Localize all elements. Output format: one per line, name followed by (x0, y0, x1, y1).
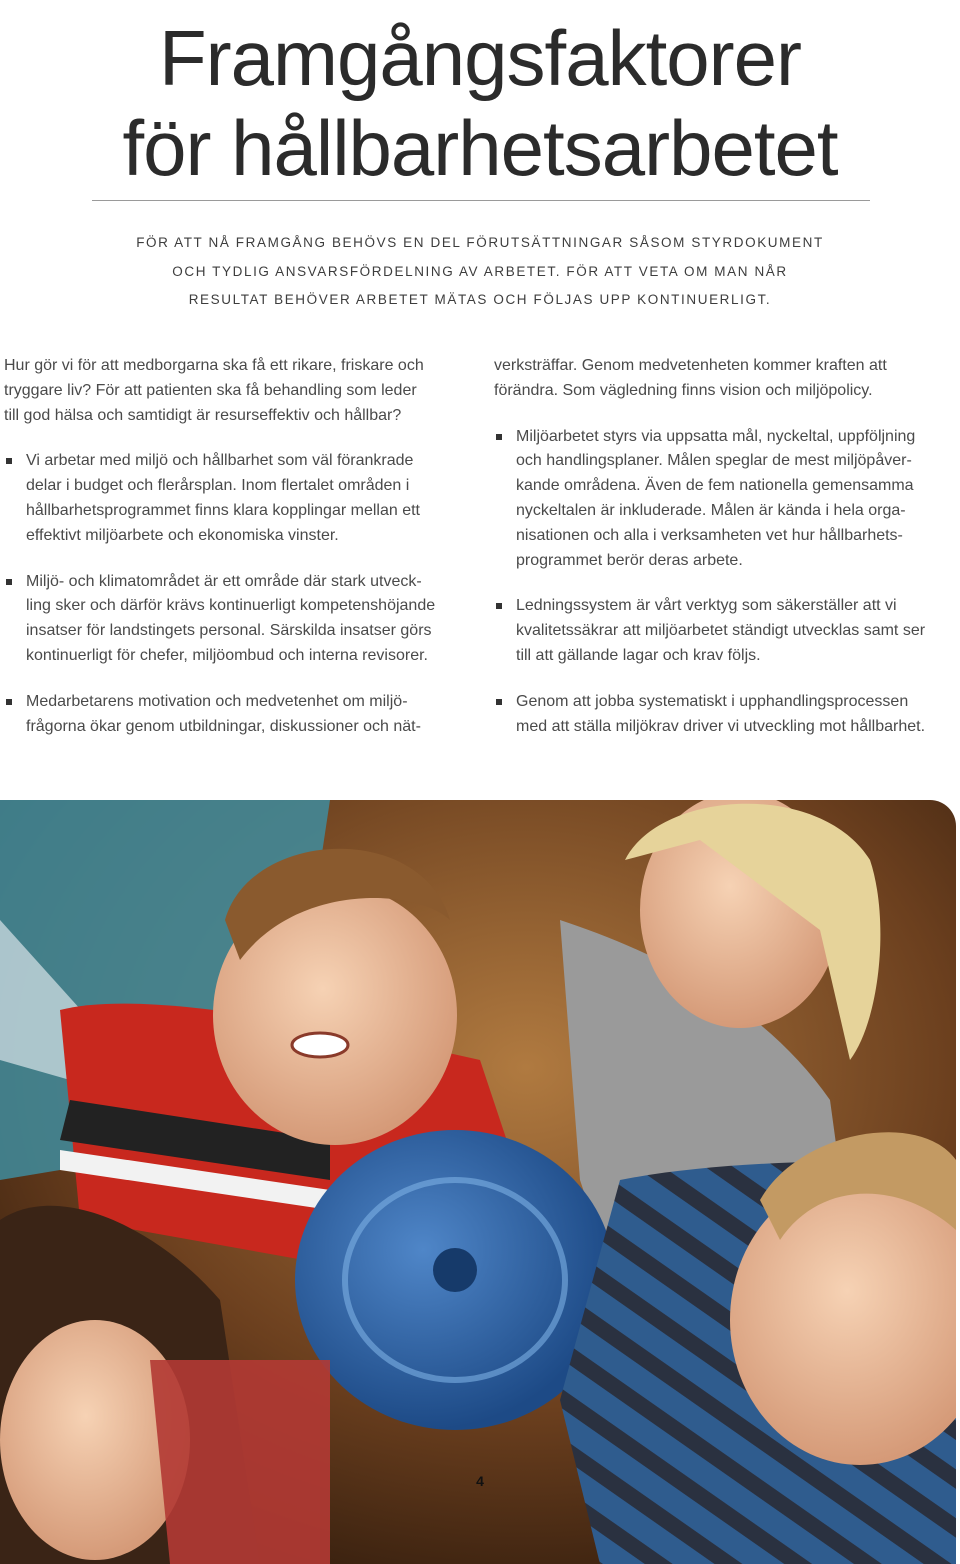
bullet-item (4, 690, 476, 740)
bullet-item (4, 449, 476, 548)
intro-paragraph (4, 354, 476, 428)
text-line: kontinuerligt för chefer, miljöombud och interna revisorer. (26, 646, 428, 664)
text-line: kvalitetssäkrar att miljöarbetet ständigt utvecklas samt ser (516, 622, 926, 640)
text-line: förändra. Som vägledning finns vision och miljöpolicy. (494, 381, 873, 399)
text-line: Ledningssystem är vårt verktyg som säkerställer att vi (516, 597, 897, 615)
text-line: delar i budget och flerårsplan. Inom flertalet områden i (26, 477, 410, 495)
bullet-item (494, 594, 956, 668)
text-line: programmet berör deras arbete. (516, 551, 743, 569)
text-line: tryggare liv? För att patienten ska få behandling som leder (4, 381, 417, 399)
text-line: med att ställa miljökrav driver vi utveckling mot hållbarhet. (516, 717, 926, 735)
text-line: nisationen och alla i verksamheten vet hur hållbarhets- (516, 526, 903, 544)
text-line: hållbarhetsprogrammet finns klara kopplingar mellan ett (26, 501, 420, 519)
bullet-square-icon (6, 699, 12, 705)
bullet-square-icon (496, 699, 502, 705)
continuation-paragraph (494, 354, 956, 404)
bullet-square-icon (496, 434, 502, 440)
text-line: ling sker och därför krävs kontinuerligt kompetenshöjande (26, 597, 436, 615)
text-line: till god hälsa och samtidigt är resurseffektiv och hållbar? (4, 406, 402, 424)
lead-line: FÖR ATT NÅ FRAMGÅNG BEHÖVS EN DEL FÖRUTSÄTTNINGAR SÅSOM STYRDOKUMENT (136, 235, 824, 250)
bullet-square-icon (6, 458, 12, 464)
children-photo-illustration (0, 800, 956, 1564)
bullet-square-icon (6, 579, 12, 585)
text-line: kande områdena. Även de fem nationella gemensamma (516, 477, 914, 495)
right-column (494, 354, 956, 739)
children-photo (0, 800, 956, 1564)
page-number: 4 (476, 1473, 484, 1489)
text-line: Hur gör vi för att medborgarna ska få ett rikare, friskare och (4, 357, 424, 374)
text-line: verksträffar. Genom medvetenheten kommer kraften att (494, 357, 887, 374)
bullet-square-icon (496, 603, 502, 609)
lead-line: OCH TYDLIG ANSVARSFÖRDELNING AV ARBETET. FÖR ATT VETA OM MAN NÅR (172, 263, 788, 279)
text-line: Genom att jobba systematiskt i upphandlingsprocessen (516, 692, 909, 710)
text-line: nyckeltalen är inkluderade. Målen är kända i hela orga- (516, 501, 906, 519)
text-line: effektivt miljöarbete och ekonomiska vinster. (26, 526, 339, 544)
lead-paragraph (90, 229, 870, 315)
text-line: Miljö- och klimatområdet är ett område där stark utveck- (26, 572, 422, 590)
text-line: Vi arbetar med miljö och hållbarhet som väl förankrade (26, 452, 414, 470)
title-line-2: för hållbarhetsarbetet (122, 104, 838, 193)
bullet-item (494, 425, 956, 574)
lead-line: RESULTAT BEHÖVER ARBETET MÄTAS OCH FÖLJAS UPP KONTINUERLIGT. (188, 292, 772, 307)
title-divider (92, 200, 870, 201)
title-line-1: Framgångsfaktorer (159, 14, 801, 103)
page-title (0, 14, 960, 193)
bullet-item (494, 690, 956, 740)
text-line: insatser för landstingets personal. Särskilda insatser görs (26, 622, 432, 640)
left-column (4, 354, 476, 739)
text-line: Miljöarbetet styrs via uppsatta mål, nyckeltal, uppföljning (516, 427, 916, 445)
bullet-item (4, 570, 476, 669)
text-line: till att gällande lagar och krav följs. (516, 646, 761, 664)
text-line: och handlingsplaner. Målen speglar de mest miljöpåver- (516, 452, 912, 470)
text-line: frågorna ökar genom utbildningar, diskussioner och nät- (26, 717, 421, 735)
text-line: Medarbetarens motivation och medvetenhet om miljö- (26, 692, 408, 710)
